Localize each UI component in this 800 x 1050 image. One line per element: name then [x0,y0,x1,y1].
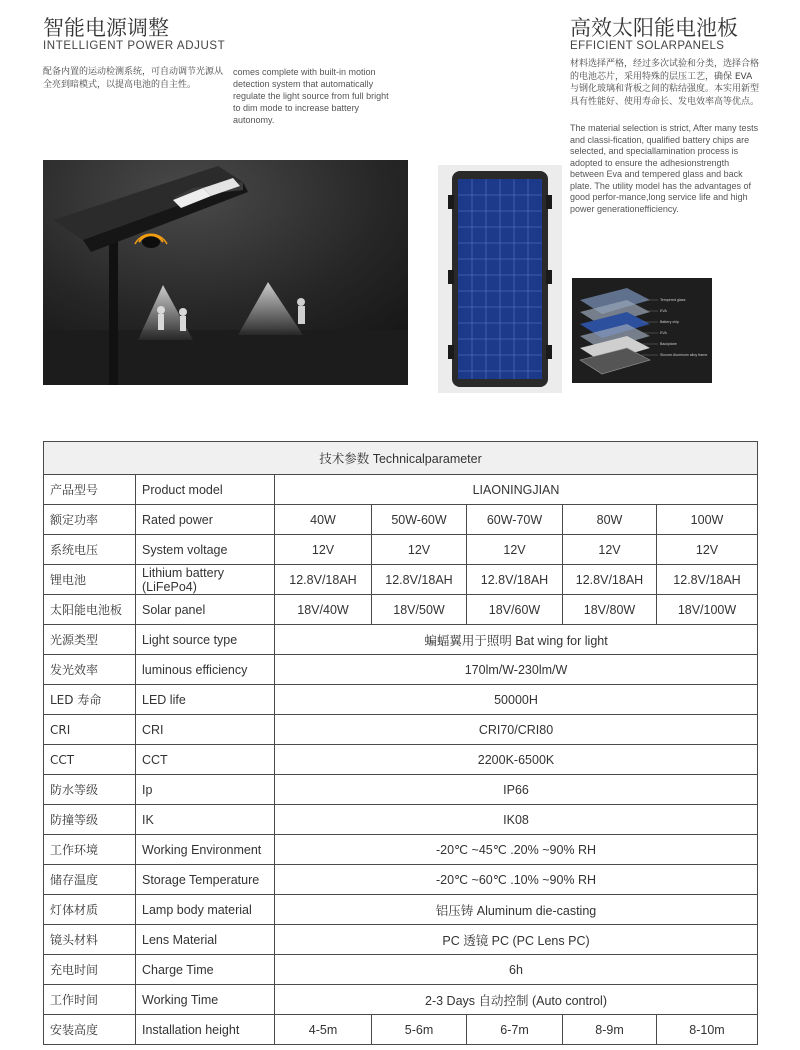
param-value-span: CRI70/CRI80 [275,715,758,745]
param-value: 12V [467,535,563,565]
param-value: 12V [657,535,758,565]
solar-panel-desc-zh: 材料选择严格，经过多次试验和分类，选择合格的电池芯片，采用特殊的层压工艺，确保 EVA 与钢化玻璃和背板之间的粘结强度。本实用新型具有性能好、使用寿命长、发电效率高等优点。 [570,59,760,107]
table-row [44,475,758,505]
param-name-en: Installation height [136,1015,275,1045]
solar-panel-layers-image [572,278,712,383]
param-name-zh: 额定功率 [44,505,136,535]
param-value-span: -20℃ ~45℃ .20% ~90% RH [275,835,758,865]
intelligent-power-desc-zh: 配备内置的运动检测系统，可自动调节光源从全亮到暗模式，以提高电池的自主性。 [43,67,224,90]
param-value-span: 50000H [275,685,758,715]
param-name-zh: 锂电池 [44,565,136,595]
solar-panel-image [438,165,562,393]
table-row [44,655,758,685]
param-value: 12V [372,535,467,565]
param-value: 6-7m [467,1015,563,1045]
table-row [44,895,758,925]
param-value-span: 铝压铸 Aluminum die-casting [275,895,758,925]
param-value: 5-6m [372,1015,467,1045]
param-name-zh: 发光效率 [44,655,136,685]
param-value: 12V [563,535,657,565]
param-name-zh: 光源类型 [44,625,136,655]
param-name-en: Lithium battery (LiFePo4) [136,565,275,595]
param-value: 12.8V/18AH [657,565,758,595]
table-row [44,685,758,715]
param-value: 4-5m [275,1015,372,1045]
param-value: 18V/50W [372,595,467,625]
param-value: 18V/60W [467,595,563,625]
table-row [44,625,758,655]
param-name-zh: CRI [44,715,136,745]
param-name-en: Lamp body material [136,895,275,925]
param-name-zh: 防撞等级 [44,805,136,835]
param-name-zh: 产品型号 [44,475,136,505]
table-row [44,715,758,745]
param-name-zh: 工作环境 [44,835,136,865]
param-name-en: System voltage [136,535,275,565]
param-value-span: 蝙蝠翼用于照明 Bat wing for light [275,625,758,655]
param-name-en: LED life [136,685,275,715]
param-name-zh: 储存温度 [44,865,136,895]
table-row [44,805,758,835]
param-name-zh: CCT [44,745,136,775]
table-row [44,985,758,1015]
param-value-span: IP66 [275,775,758,805]
intelligent-power-title-zh: 智能电源调整 [43,16,169,40]
layer-label-backplane: Backplane [660,342,677,346]
solar-panel-desc-en: The material selection is strict, After many tests and classi-fication, qualified battery chips are selected, and speciallamination process is adopted to ensure the adhesionstrength between Eva and tempered glass and back plate. The utility model has the advantages of good perfor-mance,long service life and high power generationefficiency. [570,123,759,214]
param-value: 12.8V/18AH [563,565,657,595]
param-name-en: Lens Material [136,925,275,955]
param-value: 18V/40W [275,595,372,625]
layer-label-battery-chip: Battery chip [660,320,679,324]
param-value: 18V/80W [563,595,657,625]
param-name-en: Product model [136,475,275,505]
param-value-span: 6h [275,955,758,985]
solar-panel-title-en: EFFICIENT SOLARPANELS [570,40,725,52]
param-value: 80W [563,505,657,535]
param-value: 12.8V/18AH [372,565,467,595]
param-value: 18V/100W [657,595,758,625]
param-value: 60W-70W [467,505,563,535]
solar-panel-title-zh: 高效太阳能电池板 [570,16,738,40]
table-row [44,835,758,865]
param-value: 100W [657,505,758,535]
param-name-zh: 充电时间 [44,955,136,985]
layer-label-glass: Tempered glass [660,298,686,302]
param-name-en: Rated power [136,505,275,535]
table-header-row [44,442,758,475]
param-value-span: IK08 [275,805,758,835]
param-value: 50W-60W [372,505,467,535]
param-value-span: 2-3 Days 自动控制 (Auto control) [275,985,758,1015]
param-value-span: LIAONINGJIAN [275,475,758,505]
param-value: 12V [275,535,372,565]
param-name-en: CRI [136,715,275,745]
intelligent-power-title-en: INTELLIGENT POWER ADJUST [43,40,226,52]
param-name-zh: 防水等级 [44,775,136,805]
param-name-en: CCT [136,745,275,775]
layer-label-eva-top: EVA [660,309,667,313]
param-name-zh: 系统电压 [44,535,136,565]
param-name-zh: 灯体材质 [44,895,136,925]
layer-label-eva-bottom: EVA [660,331,667,335]
param-value: 12.8V/18AH [275,565,372,595]
param-value-span: 170lm/W-230lm/W [275,655,758,685]
param-name-en: luminous efficiency [136,655,275,685]
param-value-span: PC 透镜 PC (PC Lens PC) [275,925,758,955]
table-row [44,865,758,895]
table-row [44,565,758,595]
param-name-zh: LED 寿命 [44,685,136,715]
technical-parameter-table [43,441,758,1045]
layer-label-frame: Sincom Aluminum alloy frame [660,353,708,357]
table-title: 技术参数 Technicalparameter [44,442,758,475]
param-value: 8-10m [657,1015,758,1045]
param-name-en: Working Environment [136,835,275,865]
intelligent-power-desc-en: comes complete with built-in motion detection system that automatically regulate the light source from full bright to dim mode to increase battery autonomy. [233,67,389,125]
param-name-en: Light source type [136,625,275,655]
param-value: 12.8V/18AH [467,565,563,595]
table-row [44,955,758,985]
param-name-zh: 安装高度 [44,1015,136,1045]
table-row [44,535,758,565]
param-name-zh: 工作时间 [44,985,136,1015]
param-name-en: Solar panel [136,595,275,625]
param-value-span: -20℃ ~60℃ .10% ~90% RH [275,865,758,895]
street-lamp-motion-sensor-image [43,160,408,385]
table-row [44,505,758,535]
param-name-en: Working Time [136,985,275,1015]
param-name-zh: 太阳能电池板 [44,595,136,625]
table-row [44,595,758,625]
table-row [44,1015,758,1045]
table-row [44,745,758,775]
param-name-zh: 镜头材料 [44,925,136,955]
param-value: 8-9m [563,1015,657,1045]
param-value: 40W [275,505,372,535]
table-row [44,775,758,805]
param-value-span: 2200K-6500K [275,745,758,775]
param-name-en: IK [136,805,275,835]
param-name-en: Ip [136,775,275,805]
param-name-en: Storage Temperature [136,865,275,895]
param-name-en: Charge Time [136,955,275,985]
table-row [44,925,758,955]
